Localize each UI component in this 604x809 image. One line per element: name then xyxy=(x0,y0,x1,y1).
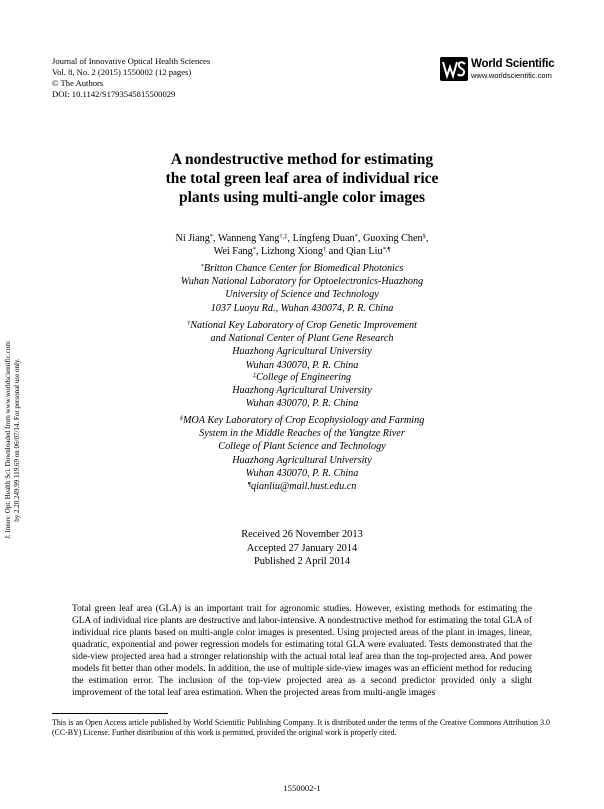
publisher-logo[interactable] xyxy=(440,57,560,85)
author-name: Qian Liu xyxy=(346,246,383,258)
affiliation-marker: ¶ xyxy=(247,481,252,489)
accepted-date: Accepted 27 January 2014 xyxy=(246,542,358,554)
publisher-name: World Scientific xyxy=(471,58,555,70)
affiliation-line: Wuhan 430070, P. R. China xyxy=(245,359,359,371)
author-name: Lizhong Xiong xyxy=(261,246,323,258)
affiliation-line: System in the Middle Reaches of the Yangtze River xyxy=(199,428,405,440)
author-marker: § xyxy=(422,233,426,240)
affiliation-line: Wuhan 430070, P. R. China xyxy=(245,398,359,410)
affiliation-line: Wuhan National Laboratory for Optoelectronics-Huazhong xyxy=(180,276,424,288)
corresponding-email[interactable]: qianliu@mail.hust.edu.cn xyxy=(251,481,357,493)
title-line: the total green leaf area of individual rice xyxy=(165,170,439,187)
author-name: Wanneng Yang xyxy=(217,233,280,244)
author-list xyxy=(90,232,514,258)
world-scientific-logo-icon xyxy=(440,57,468,81)
author-line-1: Ni Jiang*, Wanneng Yang†,‡, Lingfeng Duan*, Guoxing Chen§, xyxy=(175,233,429,244)
affiliation-line: MOA Key Laboratory of Crop Ecophysiology and Farming xyxy=(182,415,425,426)
affiliation-marker: ‡ xyxy=(252,372,257,379)
author-name: Lingfeng Duan xyxy=(292,233,355,244)
journal-name: Journal of Innovative Optical Health Sciences xyxy=(52,56,211,66)
author-marker: † xyxy=(323,246,327,254)
page-number: 1550002-1 xyxy=(283,783,321,793)
published-date: Published 2 April 2014 xyxy=(253,556,351,567)
author-conjunction: and xyxy=(328,246,344,258)
author-name: Guoxing Chen xyxy=(362,233,423,244)
journal-header xyxy=(52,56,210,100)
affiliation-line: College of Engineering xyxy=(256,372,352,383)
affiliation-marker: * xyxy=(200,263,204,270)
publication-dates xyxy=(90,528,514,569)
affiliation-britton xyxy=(90,262,514,315)
affiliation-engineering xyxy=(90,371,514,411)
side-note-line: by 2.20.249.99 119.69 on 06/07/14. For personal use only. xyxy=(12,358,21,522)
journal-doi[interactable]: DOI: 10.1142/S1793545815500029 xyxy=(52,89,176,99)
received-date: Received 26 November 2013 xyxy=(241,529,363,540)
affiliation-line: Huazhong Agricultural University xyxy=(232,454,372,466)
author-name: Ni Jiang xyxy=(175,233,210,244)
affiliation-marker: § xyxy=(179,415,183,422)
author-marker: * xyxy=(354,233,358,240)
author-line-2: Wei Fang*, Lizhong Xiong† and Qian Liu*,¶ xyxy=(213,246,391,258)
affiliation-line: Huazhong Agricultural University xyxy=(232,346,372,358)
affiliation-line: and National Center of Plant Gene Research xyxy=(210,333,394,345)
author-marker: †,‡ xyxy=(279,233,288,240)
affiliation-line: Wuhan 430070, P. R. China xyxy=(245,467,359,479)
side-note-line: J. Innov. Opt. Health Sci. Downloaded from www.worldscientific.com xyxy=(4,341,12,539)
affiliation-line: National Key Laboratory of Crop Genetic Improvement xyxy=(190,320,417,331)
affiliation-moa xyxy=(90,414,514,493)
journal-volume: Vol. 8, No. 2 (2015) 1550002 (12 pages) xyxy=(52,67,192,77)
open-access-footnote: This is an Open Access article published by World Scientific Publishing Company. It is distributed under the terms of the Creative Commons Attribution 3.0 (CC-BY) License. Further distribution of this work is permitted, provided the original work is properly cited. xyxy=(52,718,550,738)
affiliation-line: University of Science and Technology xyxy=(225,289,379,301)
title-line: plants using multi-angle color images xyxy=(178,189,425,206)
affiliation-marker: † xyxy=(187,320,191,327)
affiliation-line: Britton Chance Center for Biomedical Photonics xyxy=(203,263,404,274)
author-marker: * xyxy=(209,233,214,240)
abstract: Total green leaf area (GLA) is an important trait for agronomic studies. However, existing methods for estimating the GLA of individual rice plants are destructive and labor-intensive. A nondestructive method for estimating the total GLA of individual rice plants based on multi-angle color images is presented. Using projected areas of the plant in images, linear, quadratic, exponential and power regression models for estimating total GLA were evaluated. Tests demonstrated that the side-view projected area had a stronger relationship with the actual total leaf area than the top-projected area. And power models fit better than other models. In addition, the use of multiple side-view images was an efficient method for reducing the estimation error. The inclusion of the top-view projected area as a second predictor provided only a slight improvement of the total leaf area estimation. When the projected areas from multi-angle images xyxy=(72,604,532,699)
author-name: Wei Fang xyxy=(213,246,253,258)
affiliation-line: College of Plant Science and Technology xyxy=(218,441,386,453)
affiliation-line: 1037 Luoyu Rd., Wuhan 430074, P. R. China xyxy=(210,302,394,314)
footnote-divider xyxy=(52,713,168,714)
paper-title xyxy=(100,150,504,207)
title-line: A nondestructive method for estimating xyxy=(170,151,434,168)
affiliation-key-lab xyxy=(90,319,514,372)
author-marker: * xyxy=(252,246,256,254)
journal-copyright: © The Authors xyxy=(52,78,104,88)
affiliation-line: Huazhong Agricultural University xyxy=(232,385,372,397)
publisher-url[interactable]: www.worldscientific.com xyxy=(471,71,552,80)
author-marker: *,¶ xyxy=(382,246,391,254)
download-side-note xyxy=(4,290,26,590)
